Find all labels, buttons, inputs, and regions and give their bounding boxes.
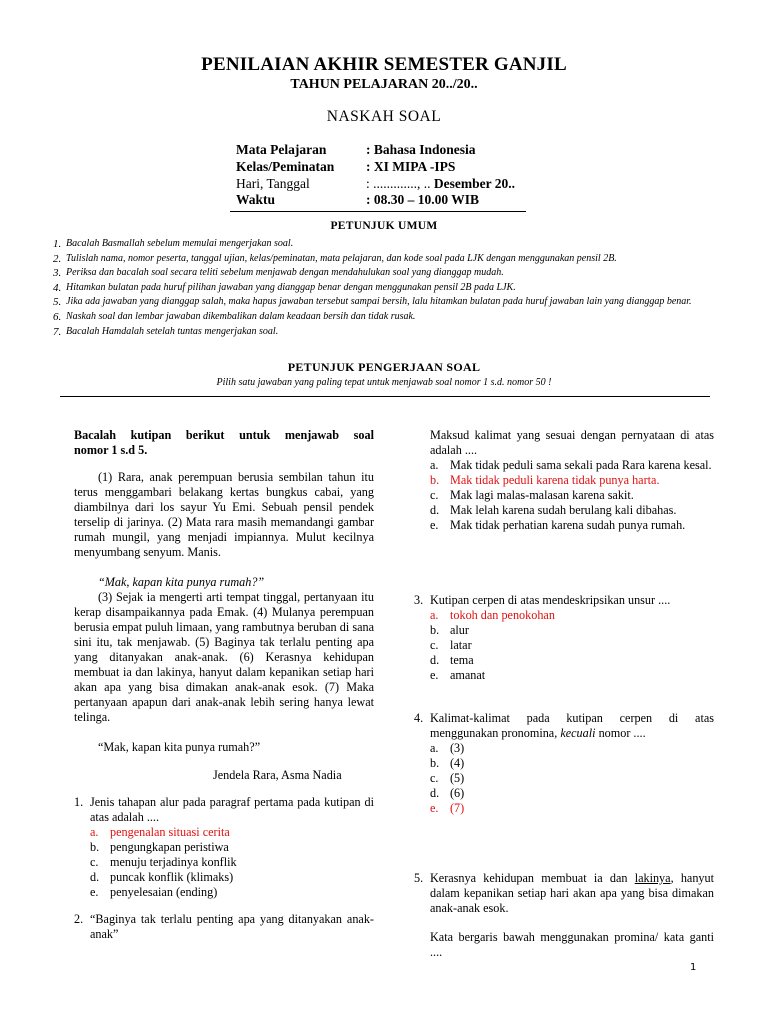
question-2-number: 2. [74, 912, 84, 926]
option-a[interactable]: a. Mak tidak peduli sama sekali pada Rara karena kesal. [430, 458, 712, 472]
info-time-value: : 08.30 – 10.00 WIB [366, 192, 480, 207]
question-2-stem-2: Maksud kalimat yang sesuai dengan pernyataan di atas adalah .... [430, 428, 714, 457]
work-instructions-text: Pilih satu jawaban yang paling tepat untuk menjawab soal nomor 1 s.d. nomor 50 ! [216, 377, 552, 388]
underlined-word: lakinya [634, 871, 671, 885]
question-1 [74, 795, 374, 900]
question-1-options: a. pengenalan situasi cerita b. pengungkapan peristiwa c. menuju terjadinya konflik d. puncak konflik (klimaks) e. penyelesaian (ending) [90, 825, 237, 899]
question-4-options: a. (3) b. (4) c. (5) d. (6) e. (7) [430, 741, 465, 815]
reading-paragraph-2: (3) Sejak ia mengerti arti tempat tinggal, pertanyaan itu kerap disampaikannya pada Emak. (4) Mulanya perempuan berusia empat puluh limaan, yang rambutnya beruban di sana sini itu, tak menjawab. (5) Baginya tak terlalu penting apa yang ditanyakan anak-anak. (6) Kerasnya kehidupan membuat ia dan lakinya, hanyut dalam kepanikan setiap hari akan apa yang bisa dimakan anak-anak esok. (7) Maka pertanyaan apapun dari anak-anak lebih sering hanya lewat telinga. [74, 590, 374, 724]
info-date-prefix: : ............., .. [366, 176, 434, 191]
info-subject-value: : Bahasa Indonesia [366, 142, 476, 157]
question-5-number: 5. [414, 871, 424, 885]
info-divider [230, 211, 526, 212]
instruction-item: 2. Tulislah nama, nomor peserta, tanggal ujian, kelas/peminatan, mata pelajaran, dan kode soal pada LJK dengan menggunakan pensil 2B. [53, 252, 617, 265]
question-5 [414, 871, 714, 960]
reading-quote-2: “Mak, kapan kita punya rumah?” [98, 740, 261, 754]
reading-heading [74, 428, 374, 458]
page-number: 1 [690, 962, 697, 973]
instruction-item: 5. Jika ada jawaban yang dianggap salah, maka hapus jawaban tersebut sampai bersih, lalu hitamkan bulatan pada huruf jawaban lain yang dianggap benar. [53, 296, 692, 309]
info-subject-label: Mata Pelajaran [236, 142, 327, 157]
question-4 [414, 711, 714, 816]
question-2 [74, 912, 374, 942]
option-b[interactable]: b. Mak tidak peduli karena tidak punya harta. [430, 473, 660, 487]
document-type: NASKAH SOAL [326, 108, 442, 125]
option-d[interactable]: d. Mak lelah karena sudah berulang kali dibahas. [430, 503, 677, 517]
instruction-item: 6. Naskah soal dan lembar jawaban dikembalikan dalam keadaan bersih dan tidak rusak. [53, 310, 416, 323]
question-2-continued [414, 428, 714, 533]
question-3-options: a. tokoh dan penokohan b. alur c. latar d. tema e. amanat [430, 608, 555, 682]
reading-heading-line1: Bacalah kutipan berikut untuk menjawab soal [74, 428, 374, 442]
option-e[interactable]: e. Mak tidak perhatian karena sudah punya rumah. [430, 518, 686, 532]
general-instructions-list [53, 237, 708, 339]
option-c[interactable]: c. Mak lagi malas-malasan karena sakit. [430, 488, 634, 502]
question-1-stem: Jenis tahapan alur pada paragraf pertama pada kutipan di atas adalah .... [90, 795, 374, 824]
question-4-stem: Kalimat-kalimat pada kutipan cerpen di atas menggunakan pronomina, kecuali nomor .... [430, 711, 714, 740]
question-2-options [430, 458, 714, 533]
academic-year: TAHUN PELAJARAN 20../20.. [290, 77, 478, 92]
instruction-item: 1. Bacalah Basmallah sebelum memulai mengerjakan soal. [53, 238, 294, 250]
general-instructions-title: PETUNJUK UMUM [330, 220, 438, 232]
exam-title: PENILAIAN AKHIR SEMESTER GANJIL [201, 54, 567, 75]
question-4-number: 4. [414, 711, 424, 725]
info-time-label: Waktu [236, 192, 276, 207]
info-date-value [366, 176, 515, 192]
question-3 [414, 593, 714, 683]
question-1-number: 1. [74, 795, 84, 809]
info-date-label: Hari, Tanggal [236, 176, 310, 191]
question-3-stem: Kutipan cerpen di atas mendeskripsikan unsur .... [430, 593, 671, 607]
question-3-number: 3. [414, 593, 424, 607]
question-5-stem: Kerasnya kehidupan membuat ia dan lakinya, hanyut dalam kepanikan setiap hari akan apa yang bisa dimakan anak-anak esok. [430, 871, 715, 915]
question-5-stem-2: Kata bergaris bawah menggunakan promina/ kata ganti .... [430, 930, 714, 959]
reading-paragraph-1: (1) Rara, anak perempuan berusia sembilan tahun itu terus menggambari belakang kertas bungkus cabai, yang diambilnya dari los sayur Yu Emi. Sebuah pensil pendek terselip di jarinya. (2) Mata rara masih memandangi gambar rumah mungil, yang menjadi impiannya. Mulut kecilnya menyumbang senyum. Manis. [74, 470, 374, 559]
instruction-item: 4. Hitamkan bulatan pada huruf pilihan jawaban yang dianggap benar dengan menggunakan pensil 2B pada LJK. [53, 281, 516, 294]
instruction-item: 3. Periksa dan bacalah soal secara teliti sebelum menjawab dengan mendahulukan soal yang dianggap mudah. [53, 267, 504, 280]
reading-quote-1: “Mak, kapan kita punya rumah?” [98, 575, 265, 589]
work-instructions-title: PETUNJUK PENGERJAAN SOAL [287, 360, 481, 374]
section-divider [60, 396, 710, 397]
info-class-value: : XI MIPA -IPS [366, 159, 456, 174]
reading-heading-line2: nomor 1 s.d 5. [74, 443, 148, 457]
reading-source: Jendela Rara, Asma Nadia [213, 768, 342, 782]
question-2-stem: “Baginya tak terlalu penting apa yang ditanyakan anak-anak” [90, 912, 374, 941]
instruction-item: 7. Bacalah Hamdalah setelah tuntas mengerjakan soal. [53, 325, 279, 338]
info-date-month: Desember 20.. [433, 176, 515, 191]
info-class-label: Kelas/Peminatan [236, 159, 335, 174]
